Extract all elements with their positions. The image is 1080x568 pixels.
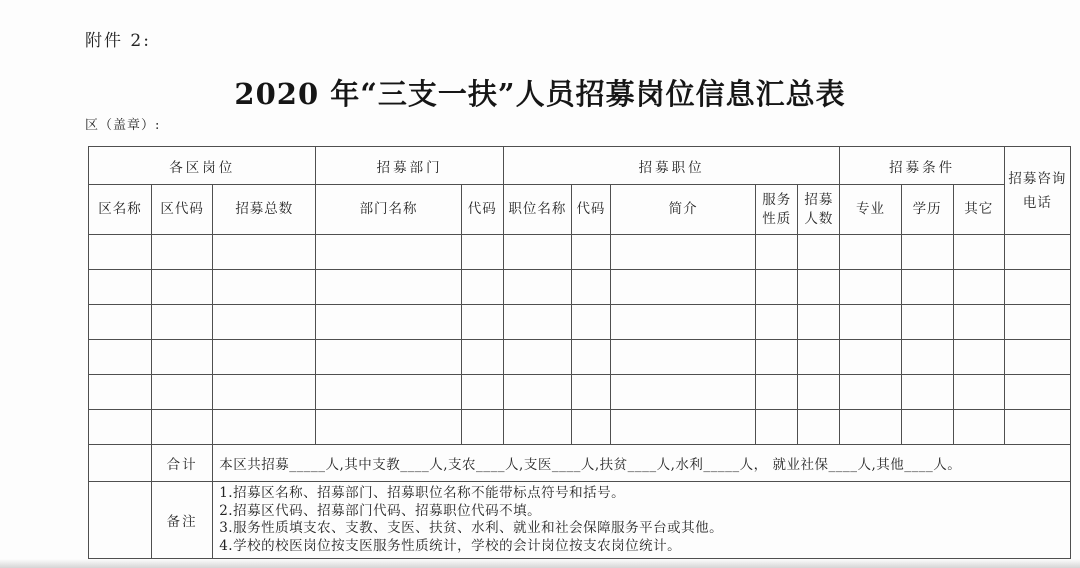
empty-cell [901, 375, 953, 410]
empty-cell [840, 305, 901, 340]
column-header-department-code: 代码 [461, 185, 503, 235]
empty-cell [89, 270, 152, 305]
empty-cell [756, 375, 798, 410]
remarks-text [213, 482, 1071, 559]
empty-cell [461, 235, 503, 270]
empty-cell [901, 305, 953, 340]
empty-cell [1004, 340, 1070, 375]
table-row [89, 375, 1071, 410]
empty-cell [213, 305, 316, 340]
remark-line-2: 2.招募区代码、招募部门代码、招募职位代码不填。 [219, 502, 542, 519]
empty-cell [152, 375, 213, 410]
empty-cell [1004, 270, 1070, 305]
empty-cell [213, 375, 316, 410]
empty-cell [901, 340, 953, 375]
empty-cell [461, 410, 503, 445]
header-group-row [89, 147, 1071, 185]
column-header-position-code: 代码 [571, 185, 610, 235]
empty-cell [756, 305, 798, 340]
empty-cell [610, 270, 755, 305]
empty-cell [840, 340, 901, 375]
empty-cell [213, 235, 316, 270]
remark-line-1: 1.招募区名称、招募部门、招募职位名称不能带标点符号和括号。 [219, 485, 626, 501]
total-row [89, 445, 1071, 482]
empty-cell [461, 305, 503, 340]
empty-cell [503, 235, 571, 270]
column-header-other: 其它 [953, 185, 1004, 235]
empty-cell [953, 235, 1004, 270]
empty-cell [571, 340, 610, 375]
empty-cell [89, 305, 152, 340]
empty-cell [756, 410, 798, 445]
empty-cell [571, 270, 610, 305]
consult-phone-line1: 招募咨询 [1008, 170, 1067, 187]
empty-cell [152, 305, 213, 340]
empty-cell [840, 375, 901, 410]
empty-cell [89, 340, 152, 375]
recruitment-summary-table [88, 146, 1071, 559]
empty-cell [798, 305, 840, 340]
table-row [89, 410, 1071, 445]
column-header-introduction: 简介 [610, 185, 755, 235]
empty-cell [798, 340, 840, 375]
attachment-label: 附件 2: [85, 31, 151, 51]
empty-cell [1004, 375, 1070, 410]
empty-cell [503, 410, 571, 445]
group-header-recruiting-position: 招募职位 [503, 147, 840, 185]
empty-cell [152, 235, 213, 270]
empty-cell [89, 410, 152, 445]
empty-cell [840, 270, 901, 305]
empty-cell [461, 375, 503, 410]
empty-cell [213, 340, 316, 375]
empty-cell [1004, 410, 1070, 445]
empty-cell [316, 340, 461, 375]
column-header-district-code: 区代码 [152, 185, 213, 235]
empty-cell [152, 340, 213, 375]
empty-cell [316, 410, 461, 445]
empty-cell [901, 270, 953, 305]
column-header-position-name: 职位名称 [503, 185, 571, 235]
empty-cell [756, 340, 798, 375]
empty-cell [571, 375, 610, 410]
empty-cell [901, 410, 953, 445]
group-header-district-positions: 各区岗位 [89, 147, 316, 185]
empty-cell [840, 410, 901, 445]
total-summary-text: 本区共招募_____人,其中支教____人,支农____人,支医____人,扶贫____人,水利_____人， 就业社保____人,其他____人。 [213, 445, 1071, 482]
empty-cell [503, 340, 571, 375]
empty-cell [953, 410, 1004, 445]
table-row [89, 270, 1071, 305]
empty-cell [1004, 305, 1070, 340]
empty-cell [213, 410, 316, 445]
table-row [89, 305, 1071, 340]
empty-cell [610, 410, 755, 445]
total-row-empty-cell [89, 445, 152, 482]
column-header-department-name: 部门名称 [316, 185, 461, 235]
empty-cell [571, 410, 610, 445]
column-header-major: 专业 [840, 185, 901, 235]
column-header-district-name: 区名称 [89, 185, 152, 235]
empty-cell [316, 375, 461, 410]
empty-cell [953, 270, 1004, 305]
empty-cell [571, 305, 610, 340]
remark-line-4: 4.学校的校医岗位按支医服务性质统计，学校的会计岗位按支农岗位统计。 [219, 537, 682, 554]
empty-cell [89, 235, 152, 270]
district-seal-label: 区（盖章）: [85, 118, 161, 133]
empty-cell [316, 235, 461, 270]
empty-cell [213, 270, 316, 305]
group-header-recruiting-department: 招募部门 [316, 147, 503, 185]
empty-cell [461, 340, 503, 375]
remarks-row [89, 482, 1071, 559]
remarks-label: 备注 [152, 482, 213, 559]
empty-cell [953, 340, 1004, 375]
empty-cell [503, 305, 571, 340]
empty-cell [89, 375, 152, 410]
empty-cell [756, 235, 798, 270]
empty-cell [953, 305, 1004, 340]
empty-cell [610, 305, 755, 340]
empty-cell [461, 270, 503, 305]
empty-cell [798, 375, 840, 410]
total-label: 合计 [152, 445, 213, 482]
empty-cell [571, 235, 610, 270]
empty-cell [798, 235, 840, 270]
empty-cell [798, 270, 840, 305]
empty-cell [901, 235, 953, 270]
table-row [89, 235, 1071, 270]
empty-cell [503, 375, 571, 410]
column-header-recruit-count: 招募人数 [798, 185, 840, 235]
column-header-consult-phone [1004, 147, 1070, 235]
empty-cell [316, 305, 461, 340]
table-row [89, 340, 1071, 375]
header-column-row [89, 185, 1071, 235]
empty-cell [610, 375, 755, 410]
empty-cell [798, 410, 840, 445]
consult-phone-line2: 电话 [1022, 194, 1052, 211]
empty-cell [840, 235, 901, 270]
empty-cell [316, 270, 461, 305]
empty-cell [1004, 235, 1070, 270]
group-header-recruiting-conditions: 招募条件 [840, 147, 1004, 185]
column-header-education: 学历 [901, 185, 953, 235]
empty-cell [152, 270, 213, 305]
empty-cell [610, 340, 755, 375]
empty-cell [152, 410, 213, 445]
empty-cell [953, 375, 1004, 410]
remarks-row-empty-cell [89, 482, 152, 559]
empty-cell [610, 235, 755, 270]
empty-cell [756, 270, 798, 305]
remark-line-3: 3.服务性质填支农、支教、支医、扶贫、水利、就业和社会保障服务平台或其他。 [219, 520, 724, 536]
column-header-service-nature: 服务性质 [756, 185, 798, 235]
empty-cell [503, 270, 571, 305]
column-header-total-recruited: 招募总数 [213, 185, 316, 235]
page-title: 2020 年“三支一扶”人员招募岗位信息汇总表 [234, 77, 846, 111]
